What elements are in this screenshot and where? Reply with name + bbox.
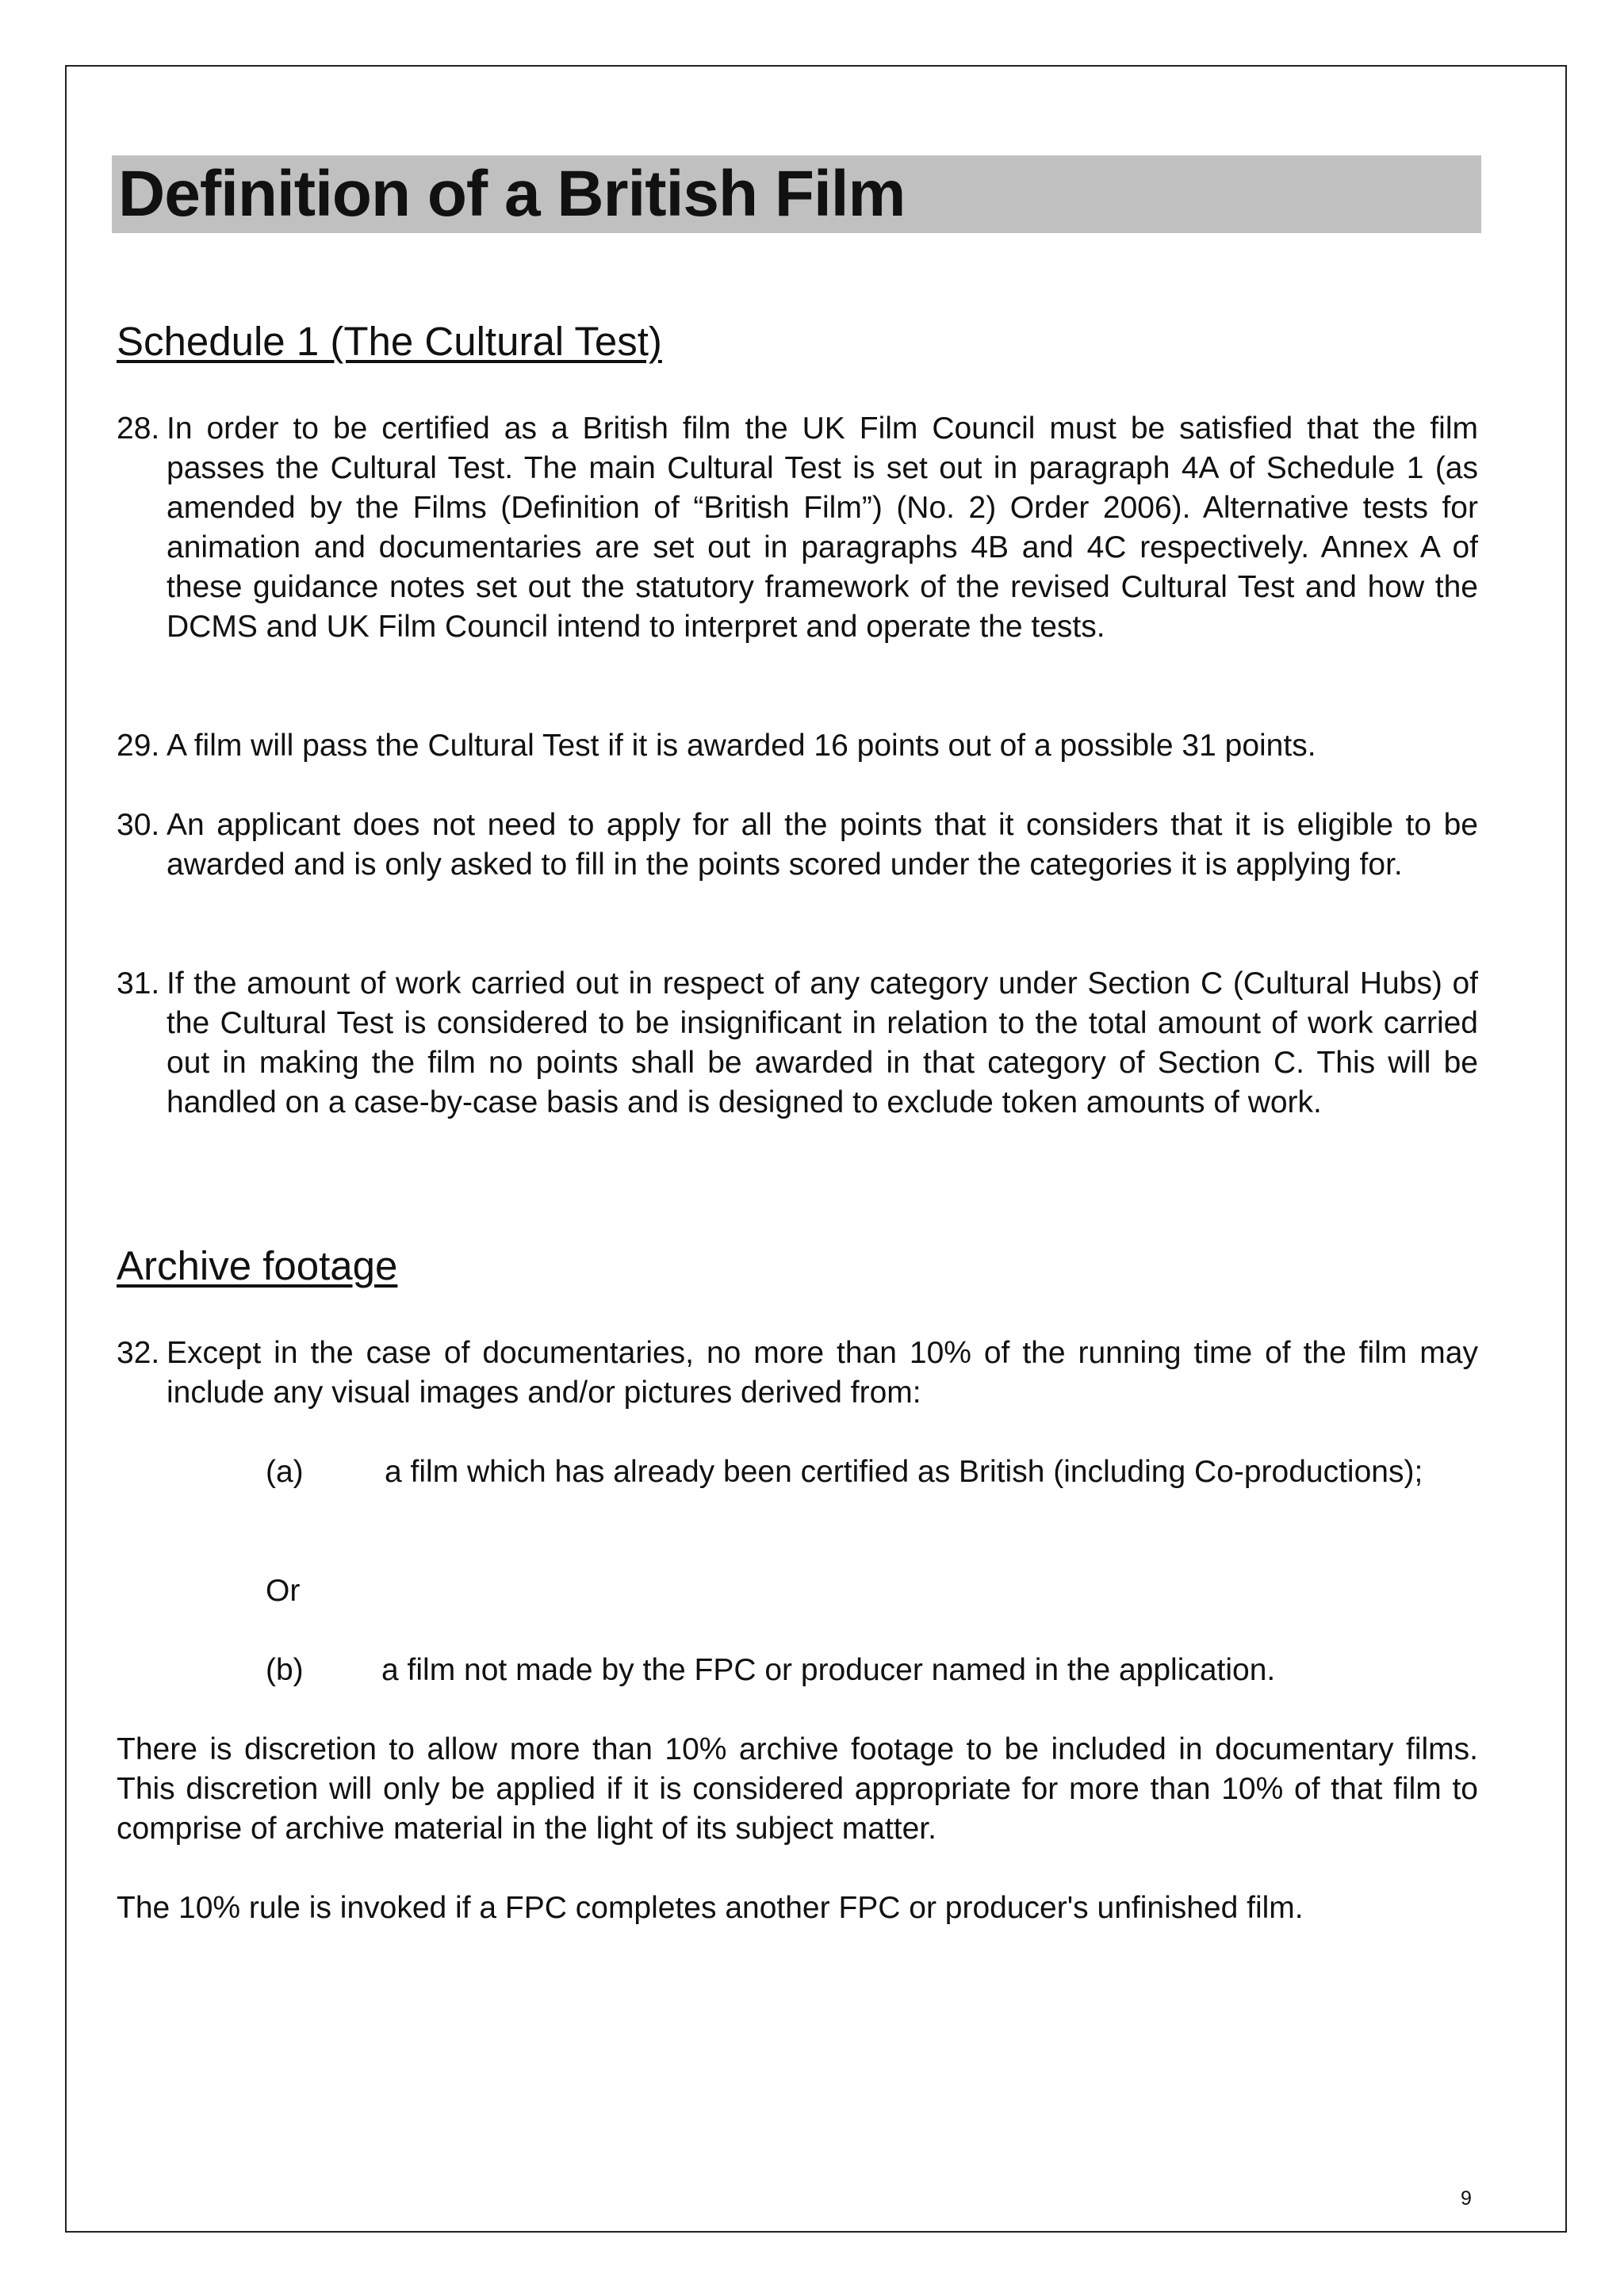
or-connector: Or bbox=[266, 1574, 301, 1608]
ten-percent-rule-note: The 10% rule is invoked if a FPC completes another FPC or producer's unfinished film. bbox=[117, 1891, 1304, 1925]
paragraph-number: 31. bbox=[117, 966, 160, 1001]
list-item-text-a: a film which has already been certified as British (including Co-productions); bbox=[385, 1455, 1423, 1489]
paragraph-number: 32. bbox=[117, 1336, 160, 1370]
section-heading-archive-footage: Archive footage bbox=[117, 1243, 398, 1288]
paragraph-text: A film will pass the Cultural Test if it is awarded 16 points out of a possible 31 points. bbox=[167, 729, 1316, 763]
list-item-text-b: a film not made by the FPC or producer named in the application. bbox=[381, 1653, 1276, 1687]
list-item-label-b: (b) bbox=[266, 1653, 304, 1687]
page-title: Definition of a British Film bbox=[118, 158, 906, 230]
paragraph-30 bbox=[117, 806, 1478, 885]
paragraph-text: An applicant does not need to apply for all the points that it considers that it is eligible to be awarded and is only asked to fill in the points scored under the categories it is applying for. bbox=[167, 808, 1478, 882]
list-item-label-a: (a) bbox=[266, 1455, 304, 1489]
paragraph-text: If the amount of work carried out in respect of any category under Section C (Cultural Hubs) of the Cultural Test is considered to be insignificant in relation to the total amount of work carried out in making the film no points shall be awarded in that category of Section C. This will be handled on a case-by-case basis and is designed to exclude token amounts of work. bbox=[167, 966, 1478, 1119]
paragraph-number: 29. bbox=[117, 729, 160, 763]
title-banner bbox=[112, 155, 1481, 233]
paragraph-28 bbox=[117, 409, 1478, 647]
paragraph-number: 30. bbox=[117, 808, 160, 842]
discretion-note: There is discretion to allow more than 10% archive footage to be included in documentary films. This discretion will only be applied if it is considered appropriate for more than 10% of that film to comprise of archive material in the light of its subject matter. bbox=[117, 1732, 1478, 1846]
paragraph-29 bbox=[117, 726, 1478, 766]
page-number: 9 bbox=[1461, 2187, 1472, 2210]
paragraph-32 bbox=[117, 1334, 1478, 1413]
section-heading-cultural-test: Schedule 1 (The Cultural Test) bbox=[117, 319, 662, 364]
paragraph-text: In order to be certified as a British film the UK Film Council must be satisfied that the film passes the Cultural Test. The main Cultural Test is set out in paragraph 4A of Schedule 1 (as amended by the Films (Definition of “British Film”) (No. 2) Order 2006). Alternative tests for animation and documentaries are set out in paragraphs 4B and 4C respectively. Annex A of these guidance notes set out the statutory framework of the revised Cultural Test and how the DCMS and UK Film Council intend to interpret and operate the tests. bbox=[167, 411, 1478, 644]
paragraph-text: Except in the case of documentaries, no more than 10% of the running time of the film may include any visual images and/or pictures derived from: bbox=[167, 1336, 1478, 1410]
paragraph-31 bbox=[117, 964, 1478, 1123]
paragraph-number: 28. bbox=[117, 411, 160, 446]
